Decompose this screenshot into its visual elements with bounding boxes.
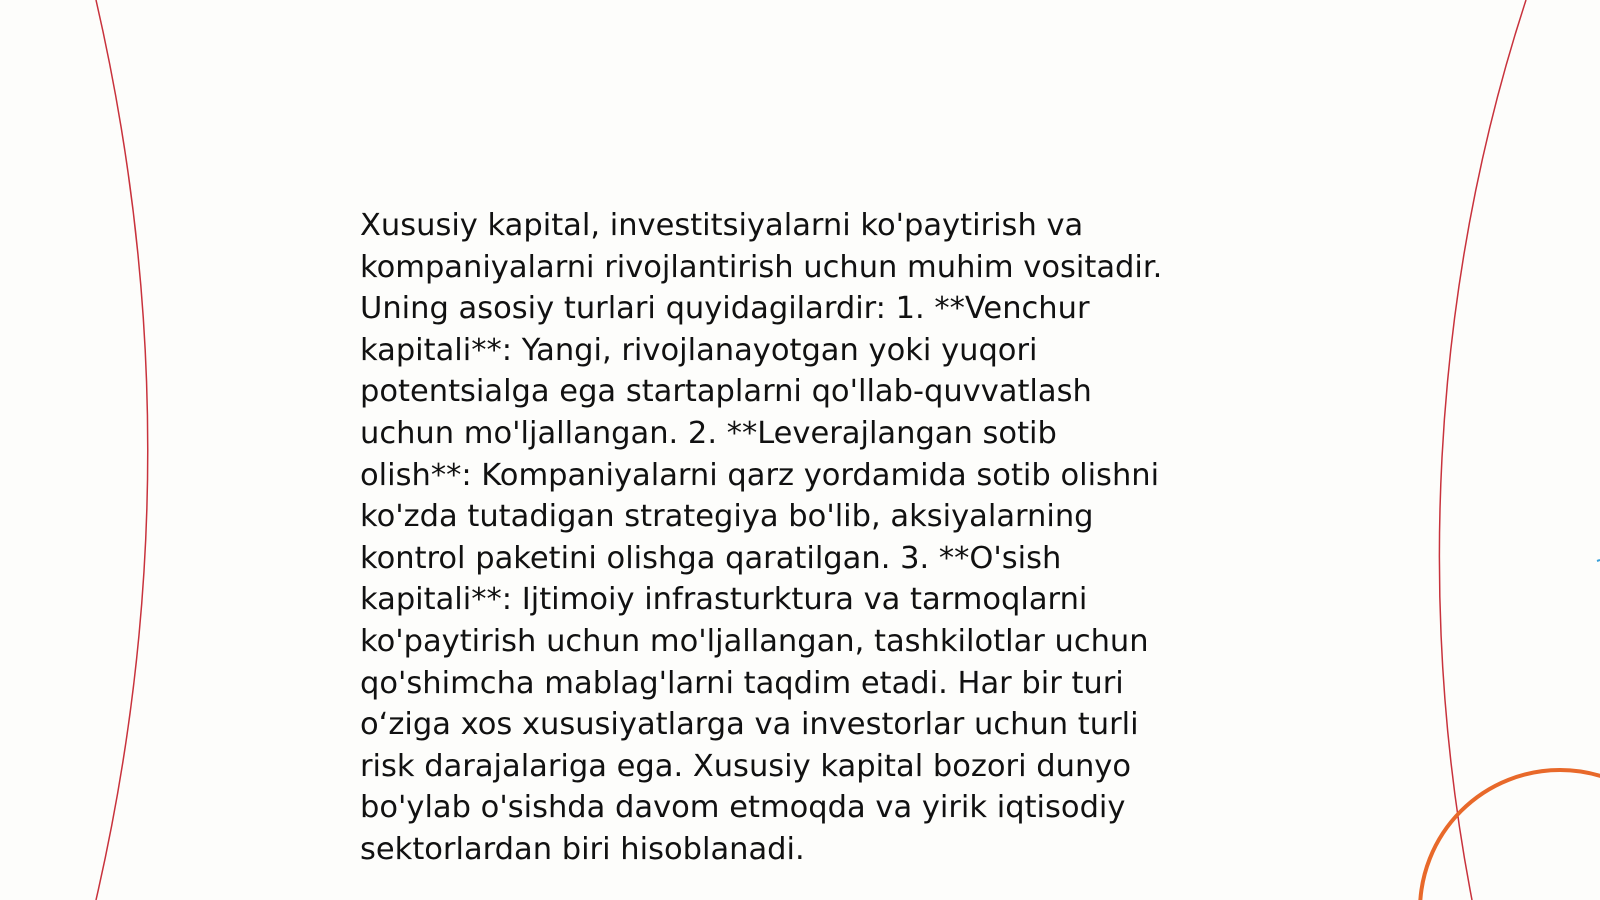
slide-body-text: Xususiy kapital, investitsiyalarni ko'paytirish va kompaniyalarni rivojlantirish uchun muhim vositadir. Uning asosiy turlari quyidagilardir: 1. **Venchur kapitali**: Yangi, rivojlanayotgan yoki yuqori potentsialga ega startaplarni qo'llab-quvvatlash uchun mo'ljallangan. 2. **Leverajlangan sotib olish**: Kompaniyalarni qarz yordamida sotib olishni ko'zda tutadigan strategiya bo'lib, aksiyalarning kontrol paketini olishga qaratilgan. 3. **O'sish kapitali**: Ijtimoiy infrasturktura va tarmoqlarni ko'paytirish uchun mo'ljallangan, tashkilotlar uchun qo'shimcha mablag'larni taqdim etadi. Har bir turi o‘ziga xos xususiyatlarga va investorlar uchun turli risk darajalariga ega. Xususiy kapital bozori dunyo bo'ylab o'sishda davom etmoqda va yirik iqtisodiy sektorlardan biri hisoblanadi. bbox=[360, 208, 1163, 867]
right-curve bbox=[1439, 0, 1526, 900]
orange-circle bbox=[1420, 770, 1600, 900]
left-curve bbox=[96, 0, 148, 900]
